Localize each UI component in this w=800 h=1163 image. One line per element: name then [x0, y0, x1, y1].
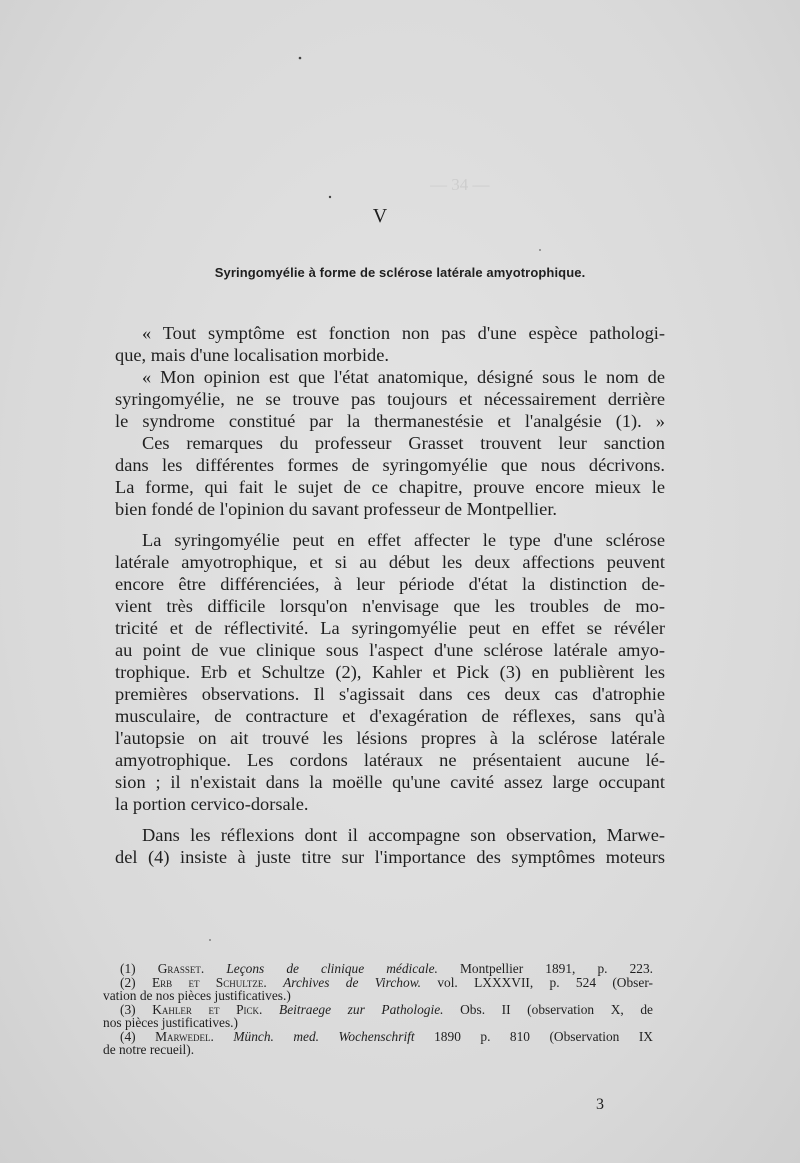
footnote-continuation: nos pièces justificatives.) [103, 1015, 238, 1030]
footnote-details: Montpellier 1891, p. 223. [459, 961, 654, 976]
text-line: tricité et de réflectivité. La syringomyélie peut en effet se révéler [115, 618, 665, 638]
footnotes [103, 962, 653, 1057]
text-line: La forme, qui fait le sujet de ce chapitre, prouve encore mieux le [115, 477, 665, 497]
footnote-author: Erb et Schultze. [151, 974, 267, 990]
text-line: Ces remarques du professeur Grasset trouvent leur sanction [142, 433, 665, 453]
text-line: latérale amyotrophique, et si au début les deux affections peuvent [115, 552, 665, 572]
chapter-heading: Syringomyélie à forme de sclérose latérale amyotrophique. [214, 265, 586, 280]
text-line: la portion cervico-dorsale. [115, 794, 309, 814]
footnote-marker: (2) [120, 974, 136, 990]
text-line: amyotrophique. Les cordons latéraux ne présentaient aucune lé- [115, 750, 665, 770]
footnote-3 [103, 1003, 653, 1017]
text-line: La syringomyélie peut en effet affecter le type d'une sclérose [142, 530, 665, 550]
text-line: syringomyélie, ne se trouve pas toujours et nécessairement derrière [115, 389, 665, 409]
page-number: 3 [596, 1096, 604, 1113]
text-line: sion ; il n'existait dans la moëlle qu'une cavité assez large occupant [115, 772, 665, 792]
text-line: trophique. Erb et Schultze (2), Kahler et Pick (3) en publièrent les [115, 662, 665, 682]
footnote-details: Obs. II (observation X, de [460, 1001, 653, 1017]
speck [299, 57, 302, 60]
footnote-details: 1890 p. 810 (Observation IX [434, 1028, 653, 1044]
speck [209, 939, 211, 941]
text-line: Dans les réflexions dont il accompagne son observation, Marwe- [142, 825, 665, 845]
footnote-author: Marwedel. [155, 1028, 214, 1044]
text-line: l'autopsie on ait trouvé les lésions propres à la sclérose latérale [115, 728, 665, 748]
footnote-details: vol. LXXXVII, p. 524 (Obser- [437, 974, 653, 990]
speck [539, 249, 541, 251]
text-line: encore être différenciées, à leur période d'état la distinction de- [115, 574, 665, 594]
footnote-2 [103, 976, 653, 990]
chapter-numeral: V [372, 205, 388, 227]
speck [329, 196, 331, 198]
footnote-4 [103, 1030, 653, 1044]
footnote-marker: (4) [120, 1028, 136, 1044]
paragraph-gap [115, 520, 665, 529]
footnote-author: Grasset. [157, 961, 205, 976]
text-line: le syndrome constitué par la thermanestésie et l'analgésie (1). » [115, 411, 665, 431]
footnote-marker: (3) [120, 1001, 136, 1017]
text-line: que, mais d'une localisation morbide. [115, 345, 390, 365]
footnote-title: Archives de Virchow. [283, 974, 421, 990]
text-line: vient très difficile lorsqu'on n'envisage que les troubles de mo- [115, 596, 665, 616]
body-text [115, 322, 665, 868]
footnote-author: Kahler et Pick. [152, 1001, 263, 1017]
paragraph-gap [115, 815, 665, 824]
text-line: dans les différentes formes de syringomyélie que nous décrivons. [115, 455, 665, 475]
footnote-title: Münch. med. Wochenschrift [233, 1028, 415, 1044]
footnote-continuation: vation de nos pièces justificatives.) [103, 988, 291, 1003]
footnote-title: Beitraege zur Pathologie. [279, 1001, 444, 1017]
text-line: « Tout symptôme est fonction non pas d'une espèce pathologi- [142, 323, 665, 343]
footnote-marker: (1) [120, 961, 136, 976]
text-line: musculaire, de contracture et d'exagération de réflexes, sans qu'à [115, 706, 665, 726]
footnote-1 [103, 962, 653, 976]
text-line: bien fondé de l'opinion du savant professeur de Montpellier. [115, 499, 558, 519]
footnote-continuation: de notre recueil). [103, 1042, 195, 1057]
text-line: « Mon opinion est que l'état anatomique, désigné sous le nom de [142, 367, 665, 387]
text-line: au point de vue clinique sous l'aspect d'une sclérose latérale amyo- [115, 640, 665, 660]
text-line: premières observations. Il s'agissait dans ces deux cas d'atrophie [115, 684, 665, 704]
footnote-title: Leçons de clinique médicale. [226, 961, 438, 976]
bleed-through-text: — 34 — [430, 175, 490, 194]
text-line: del (4) insiste à juste titre sur l'importance des symptômes moteurs [115, 847, 665, 867]
